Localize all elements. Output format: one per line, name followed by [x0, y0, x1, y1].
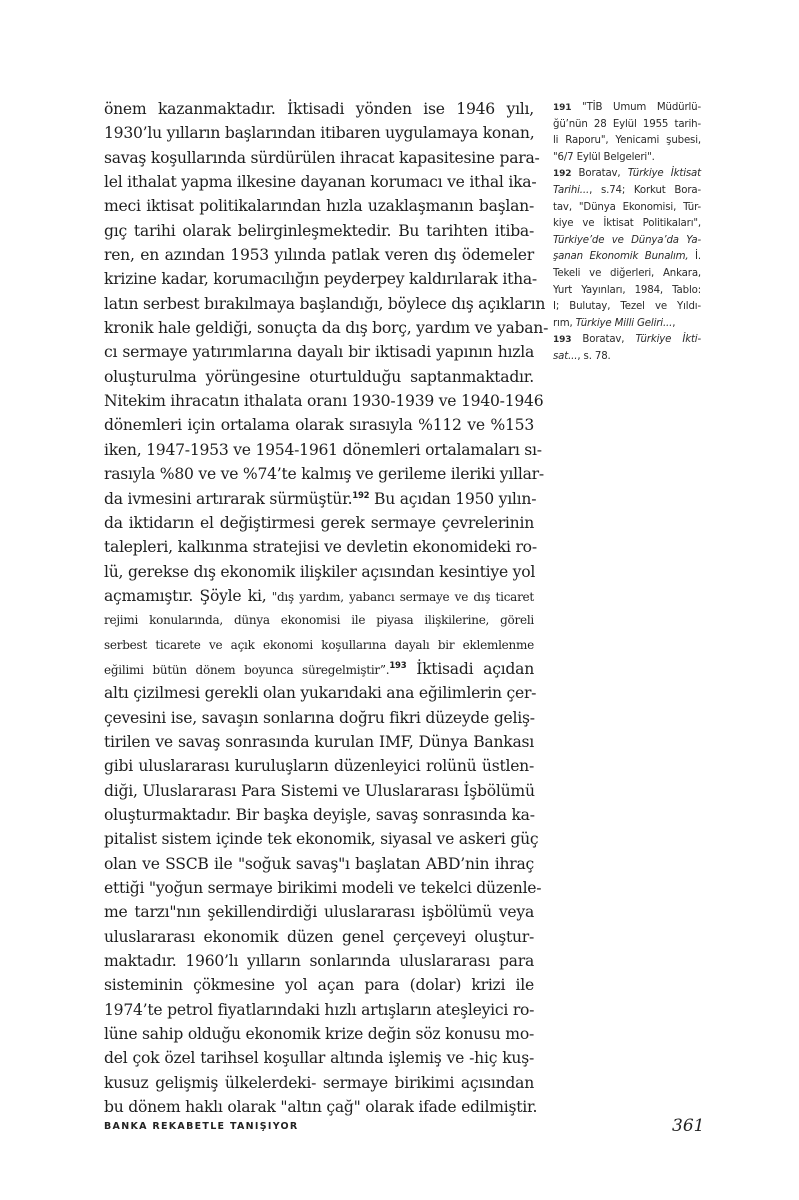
text-line: Nitekim ihracatın ithalata oranı 1930-1939 ve 1940-1946	[104, 392, 544, 411]
text-line: maktadır. 1960’lı yılların sonlarında uluslararası para	[104, 952, 534, 971]
footnote-ref-192[interactable]: 192	[352, 490, 370, 501]
text-line: oluşturmaktadır. Bir başka deyişle, savaş sonrasında ka-	[104, 805, 535, 824]
text-line: altı çizilmesi gerekli olan yukarıdaki ana eğilimlerin çer-	[104, 684, 537, 703]
text-line: pitalist sistem içinde tek ekonomik, siyasal ve askeri güç	[104, 830, 539, 849]
text-line-with-footnote-192	[104, 487, 537, 511]
text-line: meci iktisat politikalarından hızla uzaklaşmanın başlan-	[104, 197, 534, 216]
footnote-192: 192 Boratav, Türkiye İktisat Tarihi..., s.74; Korkut Bora- tav, "Dünya Ekonomisi, Tür- kiye ve İktisat Politikaları", Türkiye’de ve Dünya’da Ya- şanan Ekonomik Bunalım, İ. Tekeli ve diğerleri, Ankara, Yurt Yayınları, 1984, Tablo: I; Bulutay, Tezel ve Yıldı- rım, Türkiye Milli Geliri...,	[553, 168, 701, 329]
footnote-number: 192	[553, 169, 572, 180]
text-segment: Bu açıdan 1950 yılın-	[369, 489, 537, 508]
text-line: olan ve SSCB ile "soğuk savaş"ı başlatan ABD’nin ihraç	[104, 854, 534, 873]
text-line: önem kazanmaktadır. İktisadi yönden ise 1946 yılı,	[104, 100, 534, 118]
footnote-ref-193[interactable]: 193	[389, 660, 407, 671]
text-line: lü, gerekse dış ekonomik ilişkiler açısından kesintiye yol	[104, 562, 536, 581]
text-line-with-footnote-193	[104, 657, 534, 681]
text-line: gıç tarihi olarak belirginleşmektedir. Bu tarihten itiba-	[104, 221, 534, 240]
quote-segment: "dış yardım, yabancı sermaye ve dış ticaret	[266, 589, 534, 604]
text-line: ettiği "yoğun sermaye birikimi modeli ve tekelci düzenle-	[104, 879, 542, 897]
text-line: 1930’lu yılların başlarından itibaren uygulamaya konan,	[104, 124, 535, 143]
text-line: gibi uluslararası kuruluşların düzenleyici rolünü üstlen-	[104, 757, 534, 776]
text-line: da iktidarın el değiştirmesi gerek sermaye çevrelerinin	[104, 513, 534, 532]
text-line: del çok özel tarihsel koşullar altında işlemiş ve -hiç kuş-	[104, 1049, 534, 1068]
footnote-number: 193	[553, 335, 572, 346]
text-line: krizine kadar, korumacılığın peyderpey kaldırılarak itha-	[104, 270, 537, 289]
text-line: tirilen ve savaş sonrasında kurulan IMF, Dünya Bankası	[104, 732, 534, 751]
footnote-193: 193 Boratav, Türkiye İkti- sat..., s. 78.	[553, 334, 701, 362]
quote-segment: eğilimi bütün dönem boyunca süregelmiştir”.	[104, 662, 390, 677]
main-text-column	[104, 97, 549, 1119]
text-segment: da ivmesini artırarak sürmüştür.	[104, 489, 353, 508]
text-line-quote-start	[104, 584, 534, 608]
text-line: me tarzı"nın şekillendirdiği uluslararası işbölümü veya	[104, 903, 534, 922]
text-line: rasıyla %80 ve ve %74’te kalmış ve gerileme ileriki yıllar-	[104, 465, 544, 484]
text-line: savaş koşullarında sürdürülen ihracat kapasitesine para-	[104, 148, 540, 167]
text-line: talepleri, kalkınma stratejisi ve devletin ekonomideki ro-	[104, 538, 537, 557]
text-line: latın serbest bırakılmaya başlandığı, böylece dış açıkların	[104, 294, 546, 313]
text-line: ren, en azından 1953 yılında patlak veren dış ödemeler	[104, 246, 534, 265]
text-line: kronik hale geldiği, sonuçta da dış borç, yardım ve yaban-	[104, 319, 549, 338]
text-line: cı sermaye yatırımlarına dayalı bir iktisadi yapının hızla	[104, 343, 534, 362]
quote-line: rejimi konularında, dünya ekonomisi ile piyasa ilişkilerine, göreli	[104, 613, 534, 628]
text-line: iken, 1947-1953 ve 1954-1961 dönemleri ortalamaları sı-	[104, 440, 542, 459]
running-footer-title: BANKA REKABETLE TANIŞIYOR	[104, 1121, 299, 1132]
footnote-number: 191	[553, 103, 572, 113]
text-line: oluşturulma yörüngesine oturtulduğu saptanmaktadır.	[104, 367, 534, 386]
page-number: 361	[672, 1116, 705, 1136]
text-line: uluslararası ekonomik düzen genel çerçeveyi oluştur-	[104, 927, 534, 946]
text-line: kusuz gelişmiş ülkelerdeki- sermaye birikimi açısından	[104, 1073, 534, 1092]
text-line: bu dönem haklı olarak "altın çağ" olarak ifade edilmiştir.	[104, 1098, 538, 1117]
text-line: çevesini ise, savaşın sonlarına doğru fikri düzeyde geliş-	[104, 708, 535, 727]
footnote-191: 191 "TİB Umum Müdürlü- ğü’nün 28 Eylül 1955 tarih- li Raporu", Yenicami şubesi, "6/7 Eylül Belgeleri".	[553, 102, 701, 163]
text-segment: İktisadi açıdan	[406, 659, 534, 678]
text-segment: açmamıştır. Şöyle ki,	[104, 586, 267, 605]
quote-line: serbest ticarete ve açık ekonomi koşullarına dayalı bir eklemlenme	[104, 637, 534, 652]
text-line: 1974’te petrol fiyatlarındaki hızlı artışların ateşleyici ro-	[104, 1000, 535, 1019]
text-line: diği, Uluslararası Para Sistemi ve Uluslararası İşbölümü	[104, 781, 535, 800]
text-line: sisteminin çökmesine yol açan para (dolar) krizi ile	[104, 976, 534, 995]
text-line: dönemleri için ortalama olarak sırasıyla %112 ve %153	[104, 416, 534, 435]
text-line: lüne sahip olduğu ekonomik krize değin söz konusu mo-	[104, 1025, 534, 1044]
text-line: lel ithalat yapma ilkesine dayanan korumacı ve ithal ika-	[104, 173, 537, 192]
margin-footnotes	[553, 100, 701, 366]
